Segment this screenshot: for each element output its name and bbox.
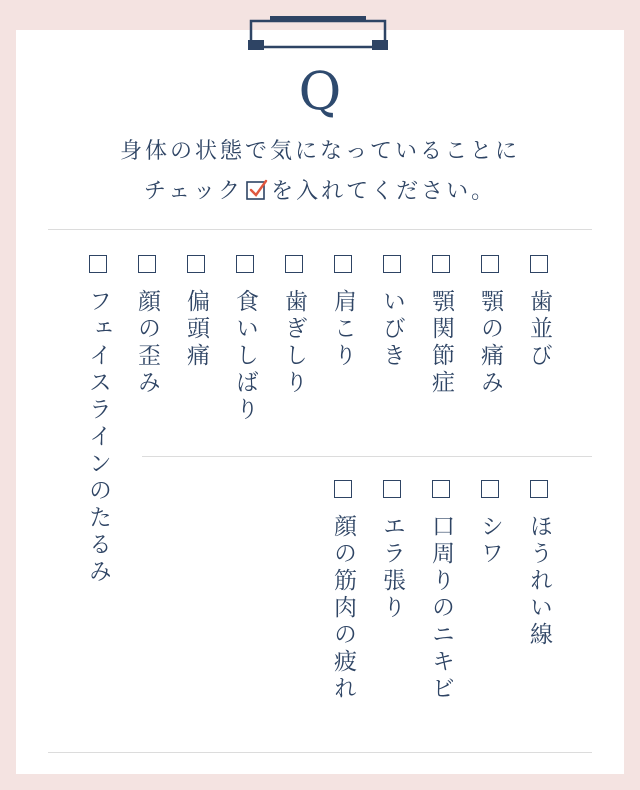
checkbox[interactable] <box>334 255 352 273</box>
checklist-label: 顎の痛み <box>477 289 503 397</box>
checklist-item[interactable] <box>475 255 505 397</box>
checklist-item[interactable] <box>279 255 309 397</box>
checklist-label: シワ <box>477 514 503 568</box>
checklist-label: エラ張り <box>379 514 405 622</box>
checklist-label: 肩こり <box>330 289 356 370</box>
checklist-item[interactable] <box>328 255 358 370</box>
checklist-label: 顎関節症 <box>428 289 454 397</box>
checklist-label: いびき <box>379 289 405 370</box>
checked-box-icon <box>245 178 269 202</box>
checklist-item[interactable] <box>83 255 113 586</box>
checkbox[interactable] <box>138 255 156 273</box>
checklist-item[interactable] <box>132 255 162 397</box>
checkbox[interactable] <box>481 480 499 498</box>
checkbox[interactable] <box>432 255 450 273</box>
checklist-label: 偏頭痛 <box>183 289 209 370</box>
checklist-item[interactable] <box>377 480 407 622</box>
checklist-item[interactable] <box>230 255 260 424</box>
instruction-line-2-after: を入れてください。 <box>271 179 497 204</box>
checklist-label: 歯並び <box>526 289 552 370</box>
checklist-label: 顔の筋肉の疲れ <box>330 514 356 703</box>
checkbox[interactable] <box>530 480 548 498</box>
checkbox[interactable] <box>383 480 401 498</box>
instruction-line-2-before: チェック <box>143 179 244 204</box>
checkbox[interactable] <box>383 255 401 273</box>
question-mark-letter: Q <box>298 62 342 122</box>
divider-top <box>48 229 592 230</box>
checklist-item[interactable] <box>377 255 407 370</box>
checklist-item[interactable] <box>426 255 456 397</box>
checklist-item[interactable] <box>426 480 456 703</box>
checkbox[interactable] <box>187 255 205 273</box>
clipboard-clip-icon <box>248 16 388 50</box>
instruction-line-2 <box>0 174 640 205</box>
instruction-line-1: 身体の状態で気になっていることに <box>119 139 520 164</box>
checklist-label: 口周りのニキビ <box>428 514 454 703</box>
checklist-item[interactable] <box>328 480 358 703</box>
checklist-item[interactable] <box>524 255 554 370</box>
checklist-label: フェイスラインのたるみ <box>85 289 111 586</box>
checklist-label: 歯ぎしり <box>281 289 307 397</box>
checkbox[interactable] <box>432 480 450 498</box>
checkbox[interactable] <box>89 255 107 273</box>
divider-middle <box>142 456 592 457</box>
checklist-label: 顔の歪み <box>134 289 160 397</box>
checklist-item[interactable] <box>524 480 554 649</box>
checkbox[interactable] <box>334 480 352 498</box>
checklist-item[interactable] <box>181 255 211 370</box>
checkbox[interactable] <box>236 255 254 273</box>
checklist-item[interactable] <box>475 480 505 568</box>
checkbox[interactable] <box>530 255 548 273</box>
checkbox[interactable] <box>285 255 303 273</box>
checklist-label: 食いしばり <box>232 289 258 424</box>
checkbox[interactable] <box>481 255 499 273</box>
divider-bottom <box>48 752 592 753</box>
checklist-label: ほうれい線 <box>526 514 552 649</box>
